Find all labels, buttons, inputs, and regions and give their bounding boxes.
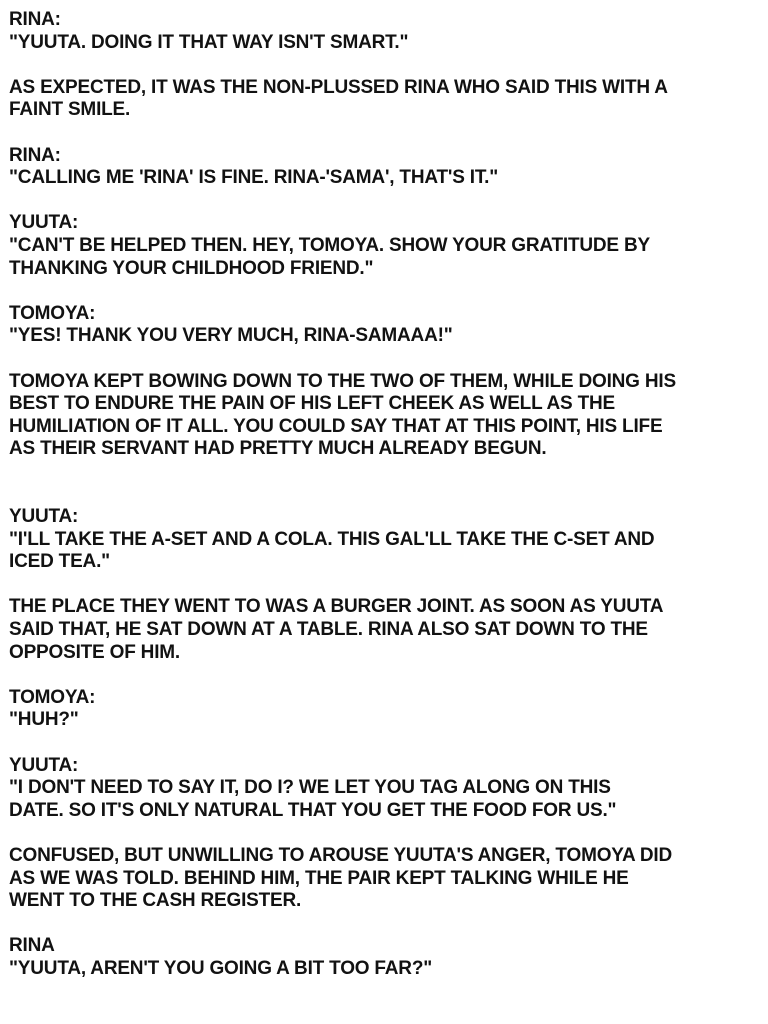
narration-line: AS WE WAS TOLD. BEHIND HIM, THE PAIR KEPT TALKING WHILE HE <box>9 867 629 889</box>
dialogue-block-tomoya-2 <box>9 687 762 732</box>
dialogue-block-rina-2 <box>9 145 762 190</box>
dialogue-line: "HUH?" <box>9 709 79 731</box>
narration-line: AS EXPECTED, IT WAS THE NON-PLUSSED RINA WHO SAID THIS WITH A <box>9 76 668 98</box>
narration-line: TOMOYA KEPT BOWING DOWN TO THE TWO OF THEM, WHILE DOING HIS <box>9 370 676 392</box>
dialogue-line: ICED TEA." <box>9 551 110 573</box>
dialogue-block-yuuta-2 <box>9 506 762 574</box>
narration-line: FAINT SMILE. <box>9 99 131 121</box>
dialogue-block-rina-3 <box>9 935 762 980</box>
dialogue-block-yuuta-3 <box>9 755 762 823</box>
narration-line: THE PLACE THEY WENT TO WAS A BURGER JOINT. AS SOON AS YUUTA <box>9 596 664 618</box>
dialogue-line: "CAN'T BE HELPED THEN. HEY, TOMOYA. SHOW YOUR GRATITUDE BY <box>9 234 650 256</box>
narration-block-2 <box>9 371 762 461</box>
dialogue-line: "YUUTA, AREN'T YOU GOING A BIT TOO FAR?" <box>9 957 433 979</box>
dialogue-line: "CALLING ME 'RINA' IS FINE. RINA-'SAMA', THAT'S IT." <box>9 167 499 189</box>
narration-line: BEST TO ENDURE THE PAIN OF HIS LEFT CHEEK AS WELL AS THE <box>9 393 615 415</box>
speaker-label: RINA <box>9 935 55 957</box>
narration-block-3 <box>9 596 762 664</box>
dialogue-line: "I DON'T NEED TO SAY IT, DO I? WE LET YOU TAG ALONG ON THIS <box>9 777 611 799</box>
speaker-label: YUUTA: <box>9 212 79 234</box>
dialogue-line: "YUUTA. DOING IT THAT WAY ISN'T SMART." <box>9 31 409 53</box>
narration-block-4 <box>9 845 762 913</box>
narration-line: AS THEIR SERVANT HAD PRETTY MUCH ALREADY BEGUN. <box>9 438 547 460</box>
narration-line: OPPOSITE OF HIM. <box>9 641 180 663</box>
speaker-label: RINA: <box>9 9 61 30</box>
speaker-label: YUUTA: <box>9 754 79 776</box>
narration-line: WENT TO THE CASH REGISTER. <box>9 890 302 912</box>
dialogue-line: "YES! THANK YOU VERY MUCH, RINA-SAMAAA!" <box>9 325 453 347</box>
dialogue-block-rina-1 <box>9 9 762 54</box>
narration-line: SAID THAT, HE SAT DOWN AT A TABLE. RINA ALSO SAT DOWN TO THE <box>9 619 648 641</box>
speaker-label: TOMOYA: <box>9 302 96 324</box>
narration-line: HUMILIATION OF IT ALL. YOU COULD SAY THAT AT THIS POINT, HIS LIFE <box>9 415 663 437</box>
speaker-label: RINA: <box>9 144 61 166</box>
dialogue-block-yuuta-1 <box>9 212 762 280</box>
dialogue-line: "I'LL TAKE THE A-SET AND A COLA. THIS GAL'LL TAKE THE C-SET AND <box>9 528 655 550</box>
narration-line: CONFUSED, BUT UNWILLING TO AROUSE YUUTA'S ANGER, TOMOYA DID <box>9 844 673 866</box>
dialogue-line: THANKING YOUR CHILDHOOD FRIEND." <box>9 257 374 279</box>
narration-block-1 <box>9 77 762 122</box>
speaker-label: YUUTA: <box>9 506 79 528</box>
speaker-label: TOMOYA: <box>9 686 96 708</box>
dialogue-line: DATE. SO IT'S ONLY NATURAL THAT YOU GET THE FOOD FOR US." <box>9 799 617 821</box>
dialogue-block-tomoya-1 <box>9 303 762 348</box>
